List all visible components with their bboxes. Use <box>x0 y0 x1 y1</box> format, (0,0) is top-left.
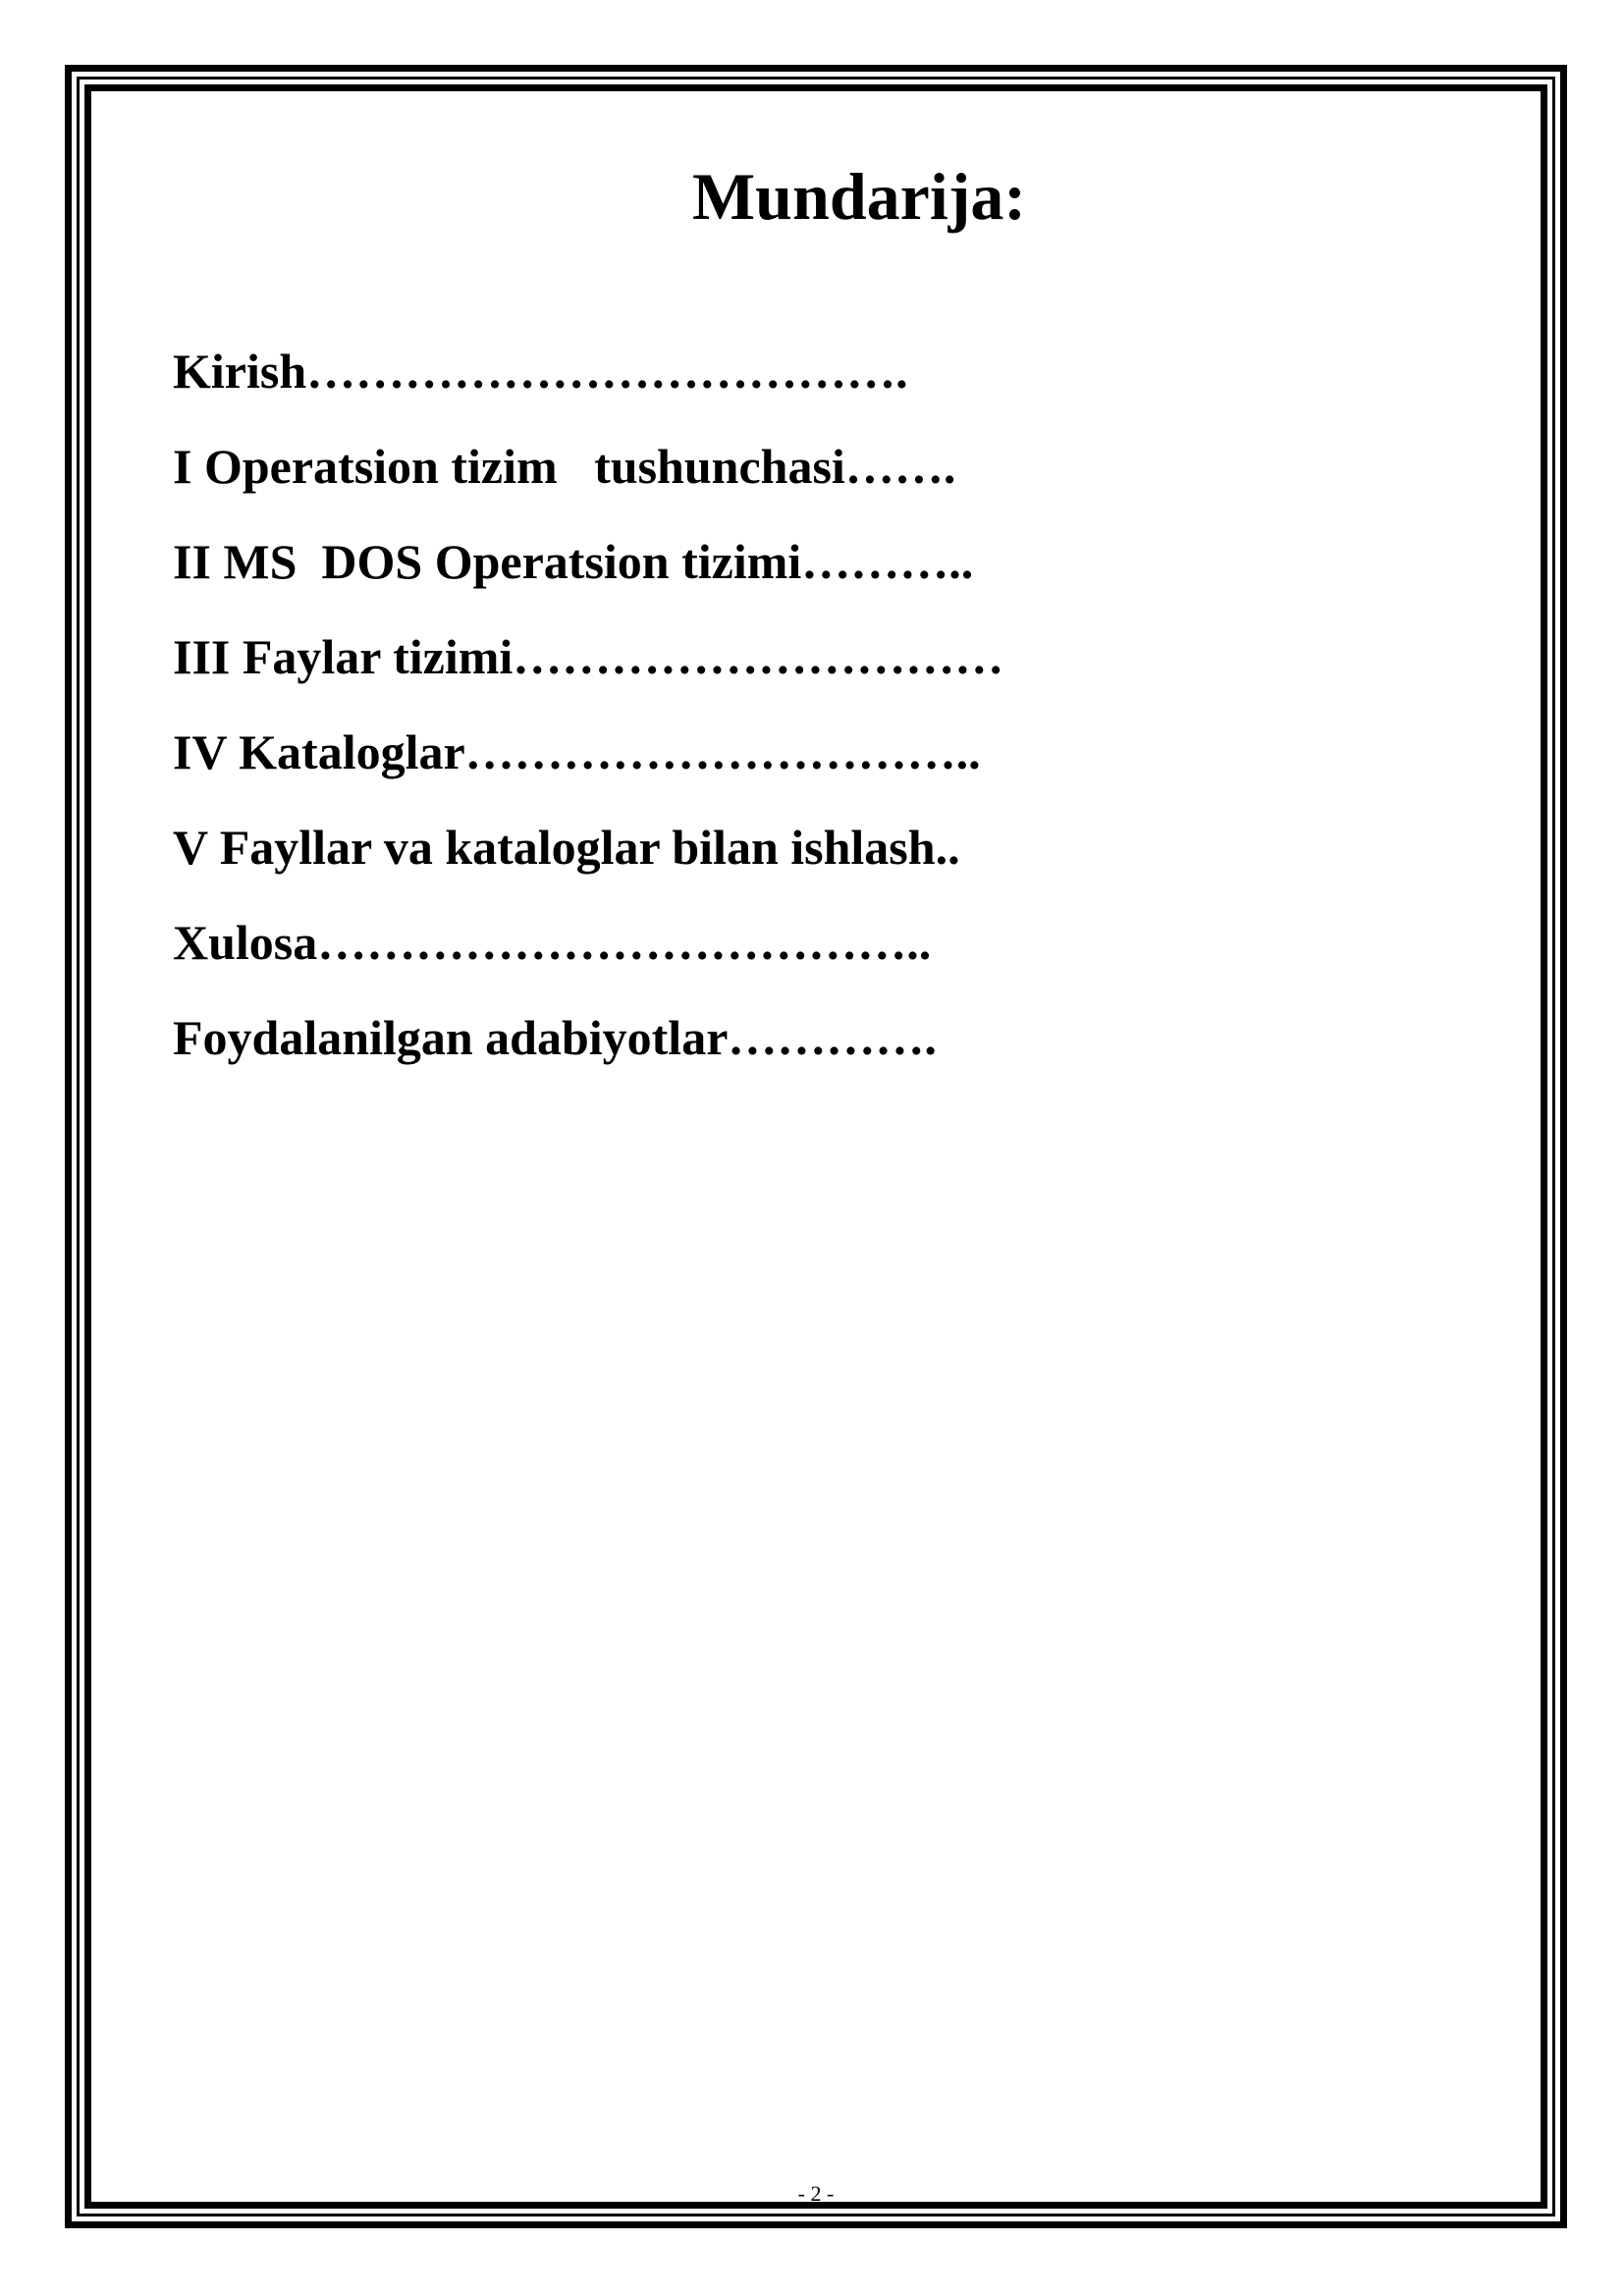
page-title: Mundarija: <box>692 159 1026 234</box>
toc-item-operatsion-tizim-tushunchasi[interactable]: I Operatsion tizim tushunchasi……. <box>173 439 956 494</box>
page-number: - 2 - <box>797 2181 835 2206</box>
toc-item-xulosa[interactable]: Xulosa……………………………….. <box>173 915 932 970</box>
toc-item-faylar-tizimi[interactable]: III Faylar tizimi………………………… <box>173 629 1004 684</box>
table-of-contents <box>173 324 1003 1086</box>
toc-item-adabiyotlar[interactable]: Foydalanilgan adabiyotlar…………. <box>173 1010 937 1065</box>
toc-item-fayllar-va-kataloglar[interactable]: V Fayllar va kataloglar bilan ishlash.. <box>173 820 960 875</box>
toc-item-kataloglar[interactable]: IV Kataloglar………………………….. <box>173 724 981 779</box>
toc-item-kirish[interactable]: Kirish………………………………. <box>173 344 908 399</box>
toc-item-ms-dos[interactable]: II MS DOS Operatsion tizimi……….. <box>173 534 974 589</box>
